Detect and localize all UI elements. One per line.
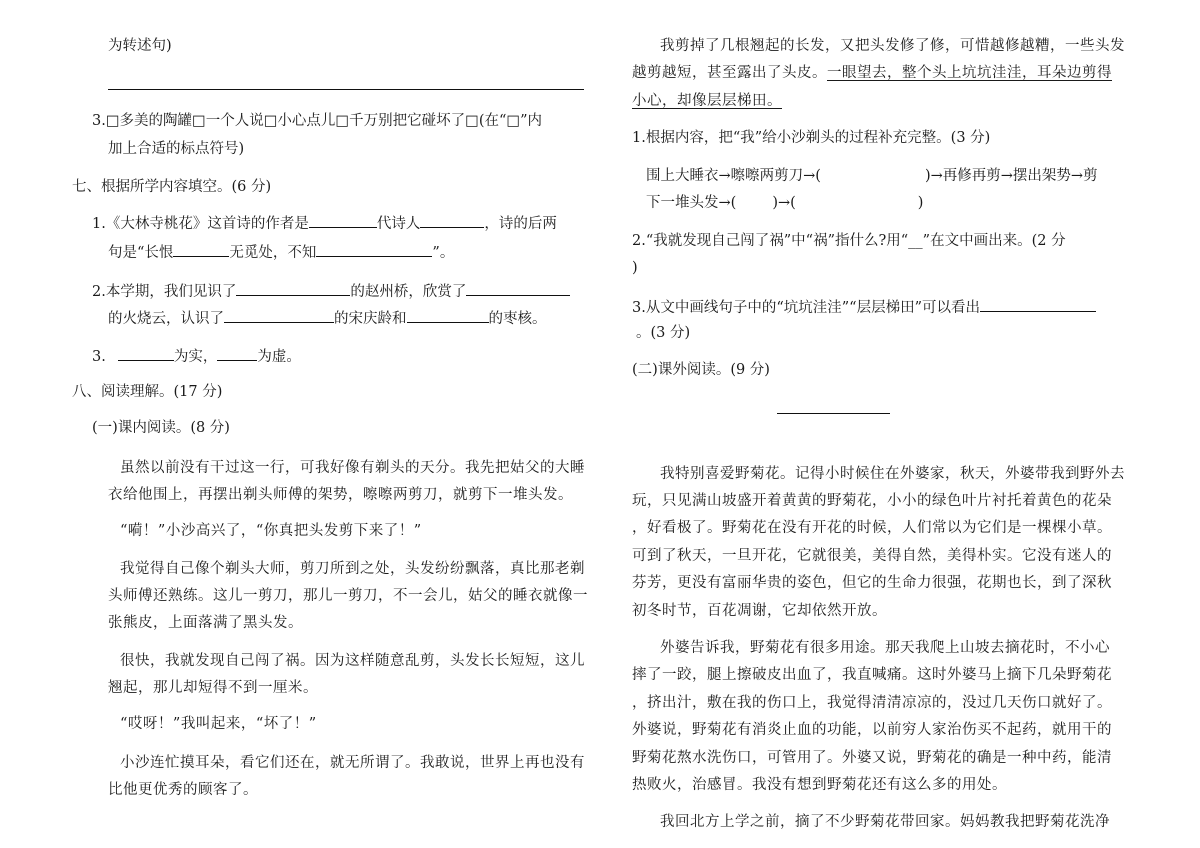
rq1-title: 1.根据内容，把“我”给小沙剃头的过程补充完整。(3 分) [632, 130, 991, 146]
underlined-sentence: 一眼望去，整个头上坑坑洼洼，耳朵边剪得 [827, 65, 1112, 81]
reading-p2: “嗬！”小沙高兴了，“你真把头发剪下来了！” [120, 523, 422, 539]
blank-jujube[interactable] [407, 308, 489, 323]
reading-r2: 越剪越短，甚至露出了头皮。一眼望去，整个头上坑坑洼洼，耳朵边剪得 [632, 65, 1112, 81]
extra-p2-l2: 摔了一跤，腿上擦破皮出血了，我直喊痛。这时外婆马上摘下几朵野菊花 [632, 667, 1112, 683]
blank-virtual[interactable] [217, 346, 257, 361]
q3-punctuation: 3.□多美的陶罐□一个人说□小心点儿□千万别把它碰坏了□(在“□”内 [92, 113, 543, 129]
reading-p3-l2: 头师傅还熟练。这儿一剪刀，那儿一剪刀，不一会儿，姑父的睡衣就像一 [108, 588, 588, 604]
reading-p1-l2: 衣给他围上，再摆出剃头师傅的架势，嚓嚓两剪刀，就剪下一堆头发。 [108, 487, 573, 503]
title-blank-line[interactable] [777, 413, 890, 414]
extra-p1-l3: ，好看极了。野菊花在没有开花的时候，人们常以为它们是一棵棵小草。 [632, 520, 1112, 536]
blank-poem-2[interactable] [316, 242, 432, 257]
section-8-sub1: (一)课内阅读。(8 分) [92, 420, 230, 436]
reading-p5: “哎呀！”我叫起来，“坏了！” [120, 716, 317, 732]
q3-punctuation-2: 加上合适的标点符号) [108, 141, 245, 157]
section-8-sub2: (二)课外阅读。(9 分) [632, 362, 770, 378]
blank-real[interactable] [118, 346, 174, 361]
blank-bridge[interactable] [236, 281, 350, 296]
extra-p1-l6: 初冬时节，百花凋谢，它却依然开放。 [632, 603, 887, 619]
reading-p1-l1: 虽然以前没有干过这一行，可我好像有剃头的天分。我先把姑父的大睡 [120, 460, 585, 476]
reading-p4-l2: 翘起，那儿却短得不到一厘米。 [108, 680, 318, 696]
section-7-title: 七、根据所学内容填空。(6 分) [72, 179, 272, 195]
rq2-l2: ) [632, 260, 638, 276]
s7-q1-line1: 1.《大林寺桃花》这首诗的作者是 代诗人 ，诗的后两 [92, 213, 557, 234]
blank-poet[interactable] [420, 213, 484, 228]
blank-rq3[interactable] [980, 297, 1096, 312]
answer-line[interactable] [108, 89, 584, 90]
extra-p1-l4: 可到了秋天，一旦开花，它就很美，美得自然，美得朴实。它没有迷人的 [632, 548, 1112, 564]
blank-poem-1[interactable] [173, 242, 229, 257]
rq2-l1: 2.“我就发现自己闯了祸”中“祸”指什么?用“__”在文中画出来。(2 分 [632, 233, 1066, 249]
blank-song[interactable] [224, 308, 334, 323]
extra-p2-l4: 外婆说，野菊花有消炎止血的功能，以前穷人家治伤买不起药，就用干的 [632, 722, 1112, 738]
extra-p2-l6: 热败火，治感冒。我没有想到野菊花还有这么多的用处。 [632, 777, 1007, 793]
rq1-flow-2: 下一堆头发→( )→( ) [646, 195, 924, 211]
rq1-flow-1: 围上大睡衣→嚓嚓两剪刀→( )→再修再剪→摆出架势→剪 [646, 168, 1098, 184]
reading-r3 [632, 91, 782, 111]
extra-p3-l1: 我回北方上学之前，摘了不少野菊花带回家。妈妈教我把野菊花洗净 [660, 814, 1110, 830]
reading-p3-l3: 张熊皮，上面落满了黑头发。 [108, 615, 303, 631]
rq3-l1: 3.从文中画线句子中的“坑坑洼洼”“层层梯田”可以看出 [632, 297, 1096, 318]
reading-p6-l1: 小沙连忙摸耳朵，看它们还在，就无所谓了。我敢说，世界上再也没有 [120, 755, 585, 771]
s7-q3: 3. 为实， 为虚。 [92, 346, 301, 367]
extra-p2-l5: 野菊花熬水洗伤口，可管用了。外婆又说，野菊花的确是一种中药，能清 [632, 750, 1112, 766]
reading-p3-l1: 我觉得自己像个剃头大师，剪刀所到之处，头发纷纷飘落，真比那老剃 [120, 561, 585, 577]
blank-clouds[interactable] [466, 281, 570, 296]
rq3-l2: 。(3 分) [636, 325, 691, 341]
section-8-title: 八、阅读理解。(17 分) [72, 384, 223, 400]
extra-p1-l2: 玩，只见满山坡盛开着黄黄的野菊花，小小的绿色叶片衬托着黄色的花朵 [632, 493, 1112, 509]
s7-q2-line2: 的火烧云，认识了 的宋庆龄和 的枣核。 [108, 308, 547, 329]
q-rewrite-tail: 为转述句) [108, 38, 172, 54]
s7-q2-line1: 2.本学期，我们见识了 的赵州桥，欣赏了 [92, 281, 570, 302]
reading-r1: 我剪掉了几根翘起的长发，又把头发修了修，可惜越修越糟，一些头发 [660, 38, 1125, 54]
underlined-sentence-end: 小心，却像层层梯田。 [632, 93, 782, 109]
extra-p2-l3: ，挤出汁，敷在我的伤口上，我觉得清清凉凉的，没过几天伤口就好了。 [632, 695, 1112, 711]
blank-author[interactable] [309, 213, 377, 228]
reading-p6-l2: 比他更优秀的顾客了。 [108, 782, 258, 798]
extra-p1-l1: 我特别喜爱野菊花。记得小时候住在外婆家，秋天，外婆带我到野外去 [660, 466, 1125, 482]
extra-p1-l5: 芬芳，更没有富丽华贵的姿色，但它的生命力很强，花期也长，到了深秋 [632, 575, 1112, 591]
s7-q1-line2: 句是“长恨 无觅处，不知 ”。 [108, 242, 454, 263]
extra-p2-l1: 外婆告诉我，野菊花有很多用途。那天我爬上山坡去摘花时，不小心 [660, 640, 1110, 656]
reading-p4-l1: 很快，我就发现自己闯了祸。因为这样随意乱剪，头发长长短短，这儿 [120, 653, 585, 669]
